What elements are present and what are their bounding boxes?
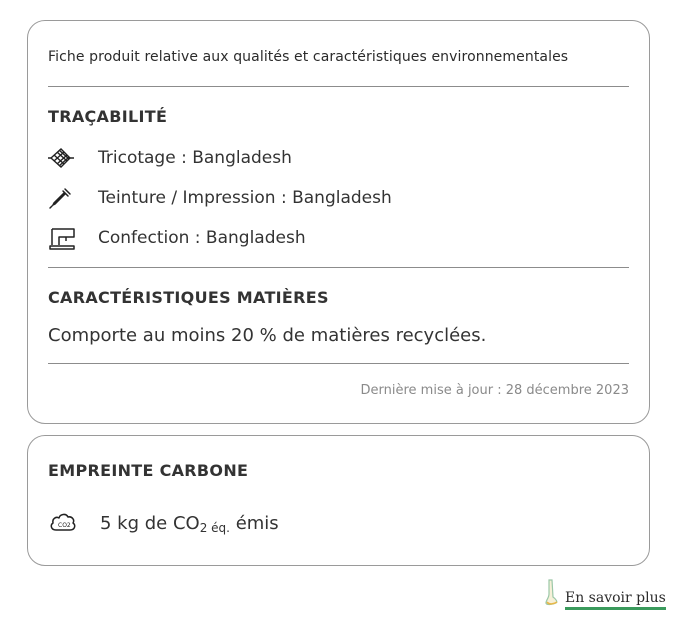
divider [48,363,629,364]
knitting-icon [48,145,76,171]
last-updated: Dernière mise à jour : 28 décembre 2023 [360,383,629,398]
materials-text: Comporte au moins 20 % de matières recyclées. [48,325,487,346]
dye-dropper-icon [48,185,76,211]
co2-cloud-icon [48,510,78,538]
trace-item-label: Teinture / Impression : Bangladesh [98,188,392,208]
environment-card [27,20,650,424]
trace-item-label: Confection : Bangladesh [98,228,306,248]
learn-more-link[interactable]: En savoir plus [565,590,666,610]
trace-item-knitting [48,145,292,171]
divider [48,86,629,87]
carbon-value: 5 kg de $CO_{2 éq.}$ émis [100,513,279,535]
traceability-title: TRAÇABILITÉ [48,107,168,126]
divider [48,267,629,268]
materials-title: CARACTÉRISTIQUES MATIÈRES [48,288,329,307]
learn-more-link-container [543,578,666,610]
trace-item-label: Tricotage : Bangladesh [98,148,292,168]
carbon-title: EMPREINTE CARBONE [48,461,249,480]
trace-item-dyeing [48,185,392,211]
svg-text:CO2: CO2 [58,522,71,529]
carbon-card [27,435,650,566]
footprint-icon [543,578,561,610]
intro-text: Fiche produit relative aux qualités et caractéristiques environnementales [48,49,569,65]
carbon-value-row [48,510,279,538]
sewing-machine-icon [48,225,76,251]
trace-item-confection [48,225,306,251]
